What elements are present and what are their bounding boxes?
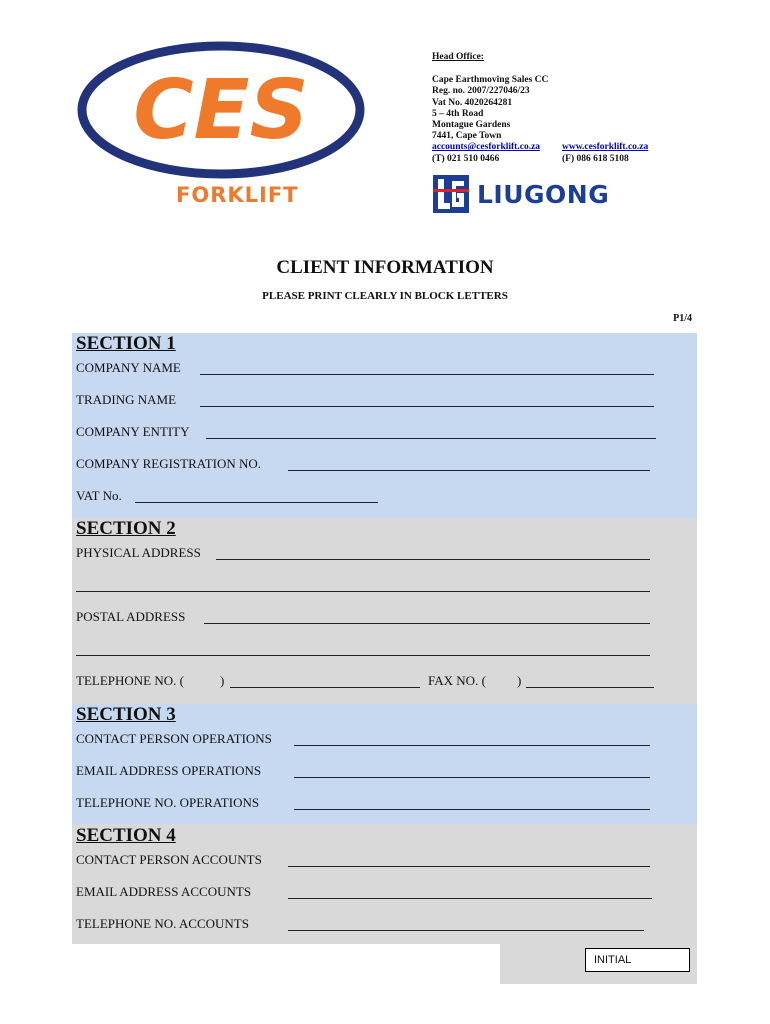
tel-operations-label: TELEPHONE NO. OPERATIONS bbox=[76, 795, 260, 810]
email-operations-input[interactable] bbox=[294, 777, 650, 778]
registration-no-input[interactable] bbox=[288, 470, 650, 471]
registration-number: Reg. no. 2007/227046/23 bbox=[432, 86, 530, 97]
section-3-title: SECTION 3 bbox=[76, 704, 176, 725]
physical-address-label: PHYSICAL ADDRESS bbox=[76, 545, 201, 560]
postal-address-label: POSTAL ADDRESS bbox=[76, 609, 186, 624]
contact-accounts-input[interactable] bbox=[288, 866, 650, 867]
tel-operations-input[interactable] bbox=[294, 809, 650, 810]
form-title: CLIENT INFORMATION bbox=[276, 257, 494, 278]
page-number: P1/4 bbox=[673, 313, 692, 324]
ces-logo bbox=[76, 40, 366, 180]
company-legal-name: Cape Earthmoving Sales CC bbox=[432, 75, 549, 86]
contact-operations-input[interactable] bbox=[294, 745, 650, 746]
telephone-paren-close: ) bbox=[220, 673, 225, 688]
telephone-input[interactable] bbox=[230, 687, 420, 688]
fax-label: FAX NO. ( bbox=[428, 673, 486, 688]
contact-accounts-label: CONTACT PERSON ACCOUNTS bbox=[76, 852, 262, 867]
email-operations-label: EMAIL ADDRESS OPERATIONS bbox=[76, 763, 262, 778]
vat-number: Vat No. 4020264281 bbox=[432, 97, 513, 108]
company-entity-input[interactable] bbox=[206, 438, 656, 439]
ces-logo-text: CES bbox=[133, 63, 309, 158]
head-office-info bbox=[432, 52, 712, 165]
section-4-title: SECTION 4 bbox=[76, 825, 176, 846]
physical-address-input-line-2[interactable] bbox=[76, 591, 650, 592]
email-link[interactable]: accounts@cesforklift.co.za bbox=[432, 142, 541, 153]
fax-number: (F) 086 618 5108 bbox=[562, 153, 629, 164]
trading-name-input[interactable] bbox=[200, 406, 654, 407]
registration-no-label: COMPANY REGISTRATION NO. bbox=[76, 456, 262, 471]
suburb: Montague Gardens bbox=[432, 120, 511, 131]
trading-name-label: TRADING NAME bbox=[76, 392, 177, 407]
street-address: 5 – 4th Road bbox=[432, 108, 484, 119]
vat-no-input[interactable] bbox=[135, 502, 378, 503]
company-entity-label: COMPANY ENTITY bbox=[76, 424, 190, 439]
forklift-wordmark: FORKLIFT bbox=[176, 183, 299, 207]
company-name-label: COMPANY NAME bbox=[76, 360, 181, 375]
postal-address-input-line-2[interactable] bbox=[76, 655, 650, 656]
section-2-title: SECTION 2 bbox=[76, 518, 176, 539]
fax-input[interactable] bbox=[526, 687, 654, 688]
email-accounts-input[interactable] bbox=[288, 898, 652, 899]
tel-accounts-label: TELEPHONE NO. ACCOUNTS bbox=[76, 916, 249, 931]
initial-field[interactable]: INITIAL bbox=[585, 948, 690, 972]
city: 7441, Cape Town bbox=[432, 131, 502, 142]
email-accounts-label: EMAIL ADDRESS ACCOUNTS bbox=[76, 884, 252, 899]
telephone-number: (T) 021 510 0466 bbox=[432, 153, 500, 164]
liugong-mark-icon bbox=[433, 175, 469, 213]
telephone-label: TELEPHONE NO. ( bbox=[76, 673, 184, 688]
section-1-title: SECTION 1 bbox=[76, 333, 176, 354]
head-office-title: Head Office: bbox=[432, 52, 484, 62]
form-subtitle: PLEASE PRINT CLEARLY IN BLOCK LETTERS bbox=[262, 290, 508, 302]
website-link[interactable]: www.cesforklift.co.za bbox=[562, 142, 649, 153]
company-name-input[interactable] bbox=[200, 374, 654, 375]
postal-address-input[interactable] bbox=[204, 623, 650, 624]
liugong-logo bbox=[433, 174, 609, 214]
physical-address-input[interactable] bbox=[216, 559, 650, 560]
liugong-wordmark: LIUGONG bbox=[477, 179, 610, 209]
fax-paren-close: ) bbox=[517, 673, 522, 688]
tel-accounts-input[interactable] bbox=[288, 930, 644, 931]
contact-operations-label: CONTACT PERSON OPERATIONS bbox=[76, 731, 272, 746]
vat-no-label: VAT No. bbox=[76, 488, 122, 503]
